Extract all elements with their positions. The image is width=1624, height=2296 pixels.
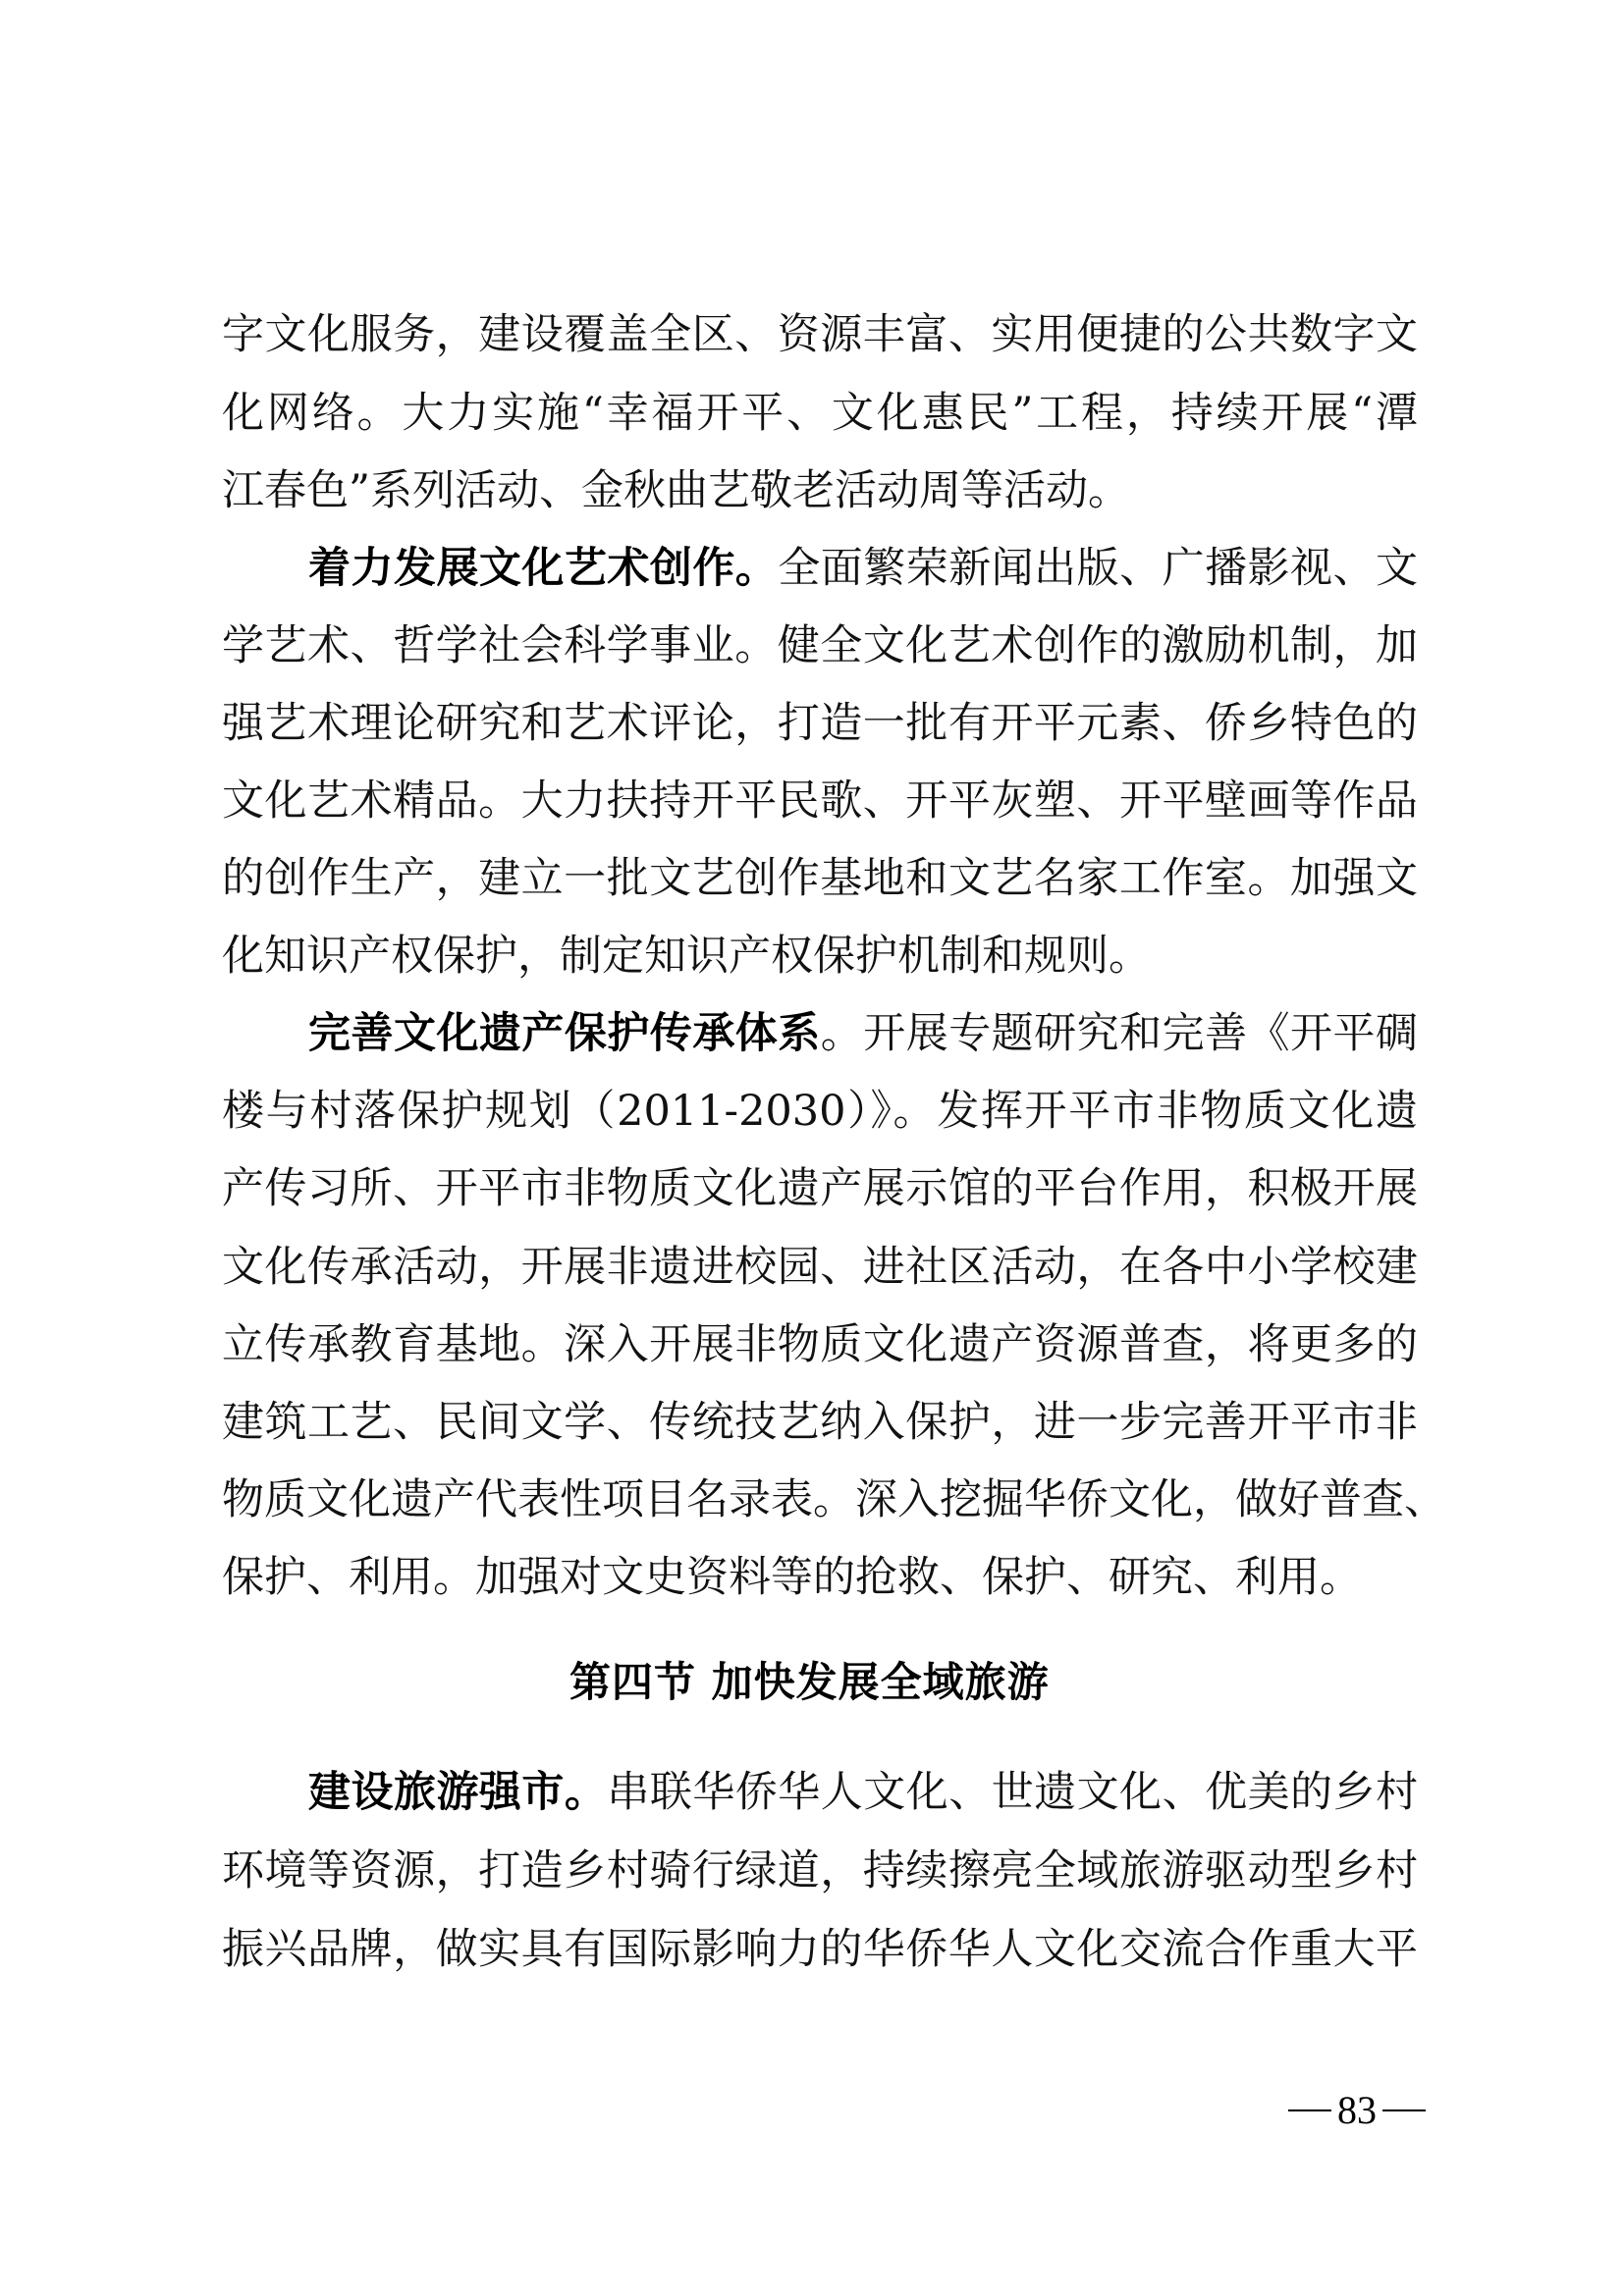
- page-number-dash-left: [1288, 2109, 1331, 2111]
- paragraph-first-line: [308, 546, 1418, 591]
- paragraph-first-line: [308, 1770, 1418, 1815]
- paragraph-line: 化知识产权保护，制定知识产权保护机制和规则。: [222, 932, 1151, 981]
- paragraph-line: 产传习所、开平市非物质文化遗产展示馆的平台作用，积极开展: [222, 1164, 1418, 1213]
- page-number: [1288, 2087, 1426, 2134]
- paragraph-line: 振兴品牌，做实具有国际影响力的华侨华人文化交流合作重大平: [222, 1925, 1418, 1974]
- paragraph-line: 学艺术、哲学社会科学事业。健全文化艺术创作的激励机制，加: [222, 621, 1418, 670]
- paragraph-text: 全面繁荣新闻出版、广播影视、文: [778, 544, 1419, 593]
- paragraph-text: 串联华侨华人文化、世遗文化、优美的乡村: [607, 1768, 1419, 1817]
- paragraph-line: 文化艺术精品。大力扶持开平民歌、开平灰塑、开平壁画等作品: [222, 776, 1418, 826]
- paragraph-lead-heading: 着力发展文化艺术创作。: [308, 544, 779, 593]
- paragraph-line: 立传承教育基地。深入开展非物质文化遗产资源普查，将更多的: [222, 1320, 1418, 1369]
- paragraph-line: 环境等资源，打造乡村骑行绿道，持续擦亮全域旅游驱动型乡村: [222, 1846, 1418, 1896]
- paragraph-line: 江春色”系列活动、金秋曲艺敬老活动周等活动。: [222, 466, 1130, 515]
- page-number-dash-right: [1382, 2109, 1426, 2111]
- paragraph-line: 化网络。大力实施“幸福开平、文化惠民”工程，持续开展“潭: [222, 389, 1418, 438]
- paragraph-first-line: [308, 1011, 1418, 1056]
- paragraph-lead-heading: 建设旅游强市。: [308, 1768, 608, 1817]
- paragraph-text: 。开展专题研究和完善《开平碉: [820, 1009, 1419, 1058]
- paragraph-line: 文化传承活动，开展非遗进校园、进社区活动，在各中小学校建: [222, 1243, 1418, 1292]
- page-number-value: 83: [1337, 2088, 1377, 2132]
- paragraph-line: 保护、利用。加强对文史资料等的抢救、保护、研究、利用。: [222, 1553, 1362, 1602]
- paragraph-line: 楼与村落保护规划（2011-2030）》。发挥开平市非物质文化遗: [222, 1087, 1418, 1136]
- paragraph-line: 字文化服务，建设覆盖全区、资源丰富、实用便捷的公共数字文: [222, 310, 1418, 359]
- paragraph-line: 强艺术理论研究和艺术评论，打造一批有开平元素、侨乡特色的: [222, 699, 1418, 748]
- paragraph-lead-heading: 完善文化遗产保护传承体系: [308, 1009, 821, 1058]
- section-title: 第四节 加快发展全域旅游: [569, 1658, 1050, 1706]
- paragraph-line: 的创作生产，建立一批文艺创作基地和文艺名家工作室。加强文: [222, 854, 1418, 903]
- paragraph-line: 物质文化遗产代表性项目名录表。深入挖掘华侨文化，做好普查、: [222, 1475, 1446, 1524]
- paragraph-line: 建筑工艺、民间文学、传统技艺纳入保护，进一步完善开平市非: [222, 1398, 1418, 1447]
